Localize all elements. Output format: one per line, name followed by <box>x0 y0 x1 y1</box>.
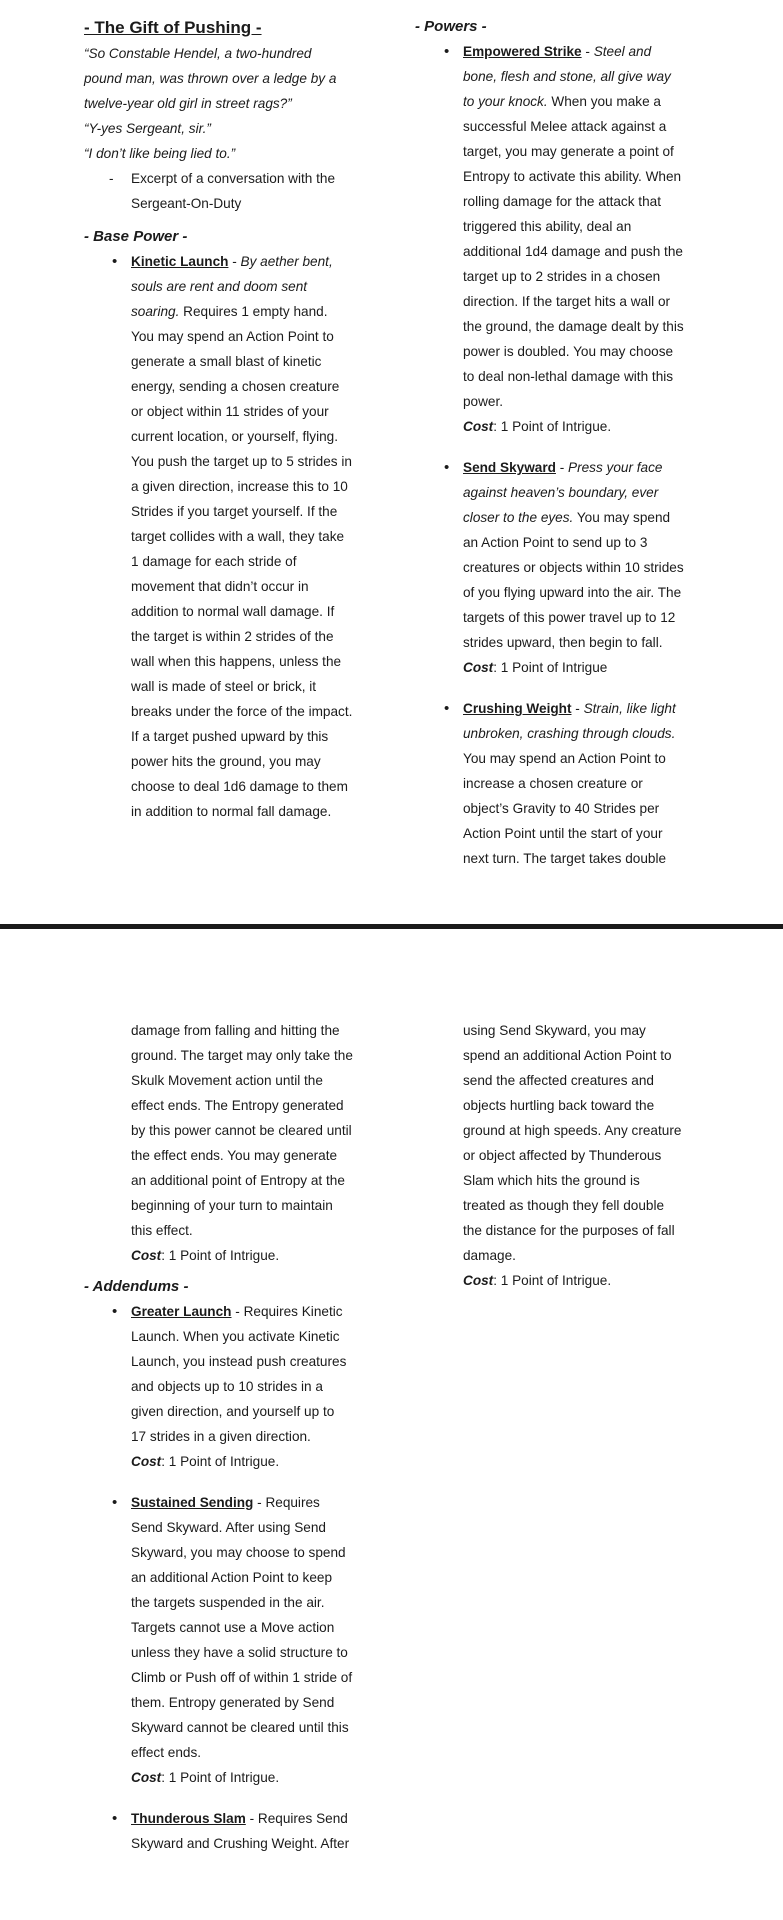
addendums-heading: - Addendums - <box>84 1278 189 1295</box>
body-line: this effect. <box>131 1223 193 1238</box>
rules-text: You may spend an Action Point to <box>131 329 334 344</box>
body-line <box>463 239 725 264</box>
body-line: Climb or Push off of within 1 stride of <box>131 1670 353 1685</box>
body-line <box>131 624 384 649</box>
cost-label: Cost <box>463 660 494 675</box>
requirement-text: - Requires Send <box>245 1811 348 1826</box>
body-line: Send Skyward. After using Send <box>131 1520 326 1535</box>
rules-text: generate a small blast of kinetic <box>131 354 322 369</box>
body-line <box>131 599 384 624</box>
empowered-strike-body <box>463 64 725 414</box>
body-line <box>131 324 384 349</box>
body-line <box>463 796 725 821</box>
right-column <box>463 1018 763 1293</box>
rules-text: increase a chosen creature or <box>463 776 643 791</box>
body-line: objects hurtling back toward the <box>463 1098 655 1113</box>
body-line <box>463 214 725 239</box>
body-line: ground at high speeds. Any creature <box>463 1123 682 1138</box>
rules-text: 1 damage for each stride of <box>131 554 297 569</box>
body-line <box>463 114 725 139</box>
rules-text: Strides if you target yourself. If the <box>131 504 338 519</box>
thunderous-slam-continued <box>463 1018 763 1293</box>
cost-label: Cost <box>463 1273 494 1288</box>
bullet-marker: • <box>112 1810 118 1827</box>
rules-text: in addition to normal fall damage. <box>131 804 332 819</box>
body-line: 17 strides in a given direction. <box>131 1429 311 1444</box>
body-line <box>131 574 384 599</box>
base-power-heading: - Base Power - <box>84 228 188 245</box>
rules-text: next turn. The target takes double <box>463 851 667 866</box>
rules-text: to deal non-lethal damage with this <box>463 369 674 384</box>
bullet-marker: • <box>444 43 450 60</box>
body-line: Skyward cannot be cleared until this <box>131 1720 349 1735</box>
body-line: by this power cannot be cleared until <box>131 1123 352 1138</box>
body-line <box>463 314 725 339</box>
body-line <box>463 389 725 414</box>
body-line <box>463 580 725 605</box>
body-line <box>131 374 384 399</box>
flavor-text: Steel and <box>593 44 652 59</box>
body-line <box>131 449 384 474</box>
rules-text: Requires 1 empty hand. <box>179 304 328 319</box>
body-line <box>463 189 725 214</box>
body-line <box>463 139 725 164</box>
body-line <box>463 339 725 364</box>
rules-text: target, you may generate a point of <box>463 144 674 159</box>
body-line <box>131 674 384 699</box>
cost-value: : 1 Point of Intrigue. <box>161 1454 280 1469</box>
body-line <box>463 746 725 771</box>
quote-line: “So Constable Hendel, a two-hundred <box>84 46 312 61</box>
rules-text: of you flying upward into the air. The <box>463 585 682 600</box>
rules-text: current location, or yourself, flying. <box>131 429 339 444</box>
cost-label: Cost <box>463 419 494 434</box>
body-line: or object affected by Thunderous <box>463 1148 662 1163</box>
flavor-text: unbroken, crashing through clouds. <box>463 726 676 741</box>
body-line: using Send Skyward, you may <box>463 1023 646 1038</box>
requirement-text: - Requires Kinetic <box>231 1304 343 1319</box>
flavor-text: Strain, like light <box>583 701 676 716</box>
send-skyward-body <box>463 480 725 655</box>
body-line: damage from falling and hitting the <box>131 1023 340 1038</box>
bullet-marker: • <box>444 700 450 717</box>
body-line <box>131 399 384 424</box>
kinetic-launch-entry <box>112 249 384 824</box>
body-line: an additional Action Point to keep <box>131 1570 333 1585</box>
body-line <box>463 505 725 530</box>
rules-text: target up to 2 strides in a chosen <box>463 269 661 284</box>
rules-text: power is doubled. You may choose <box>463 344 674 359</box>
quote-line: twelve-year old girl in street rags?” <box>84 96 292 111</box>
body-line <box>463 821 725 846</box>
body-line <box>463 89 725 114</box>
body-line <box>463 630 725 655</box>
body-line: send the affected creatures and <box>463 1073 654 1088</box>
rules-text: energy, sending a chosen creature <box>131 379 340 394</box>
quote-line: pound man, was thrown over a ledge by a <box>84 71 337 86</box>
sustained-sending-entry <box>112 1490 394 1790</box>
cost-value: : 1 Point of Intrigue. <box>493 419 612 434</box>
rules-text: wall when this happens, unless the <box>131 654 342 669</box>
sustained-sending-cost <box>131 1765 394 1790</box>
rules-text: breaks under the force of the impact. <box>131 704 353 719</box>
body-line: treated as though they fell double <box>463 1198 665 1213</box>
separator-dash: - <box>581 44 594 59</box>
body-line <box>463 164 725 189</box>
body-line: an additional point of Entropy at the <box>131 1173 345 1188</box>
body-line <box>131 724 384 749</box>
rules-text: You may spend <box>573 510 671 525</box>
rules-text: successful Melee attack against a <box>463 119 667 134</box>
body-line: the targets suspended in the air. <box>131 1595 325 1610</box>
quote-line: “I don’t like being lied to.” <box>84 146 236 161</box>
left-column <box>84 1018 394 1856</box>
bullet-marker: • <box>444 459 450 476</box>
body-line <box>131 424 384 449</box>
body-line <box>131 549 384 574</box>
power-name-crushing-weight: Crushing Weight <box>463 701 572 716</box>
rules-text: You push the target up to 5 strides in <box>131 454 352 469</box>
document-page-2 <box>0 932 783 1920</box>
cost-label: Cost <box>131 1454 162 1469</box>
body-line: Targets cannot use a Move action <box>131 1620 335 1635</box>
rules-text: power hits the ground, you may <box>131 754 321 769</box>
attribution-line: Excerpt of a conversation with the <box>131 171 336 186</box>
body-line: unless they have a solid structure to <box>131 1645 348 1660</box>
body-line <box>463 530 725 555</box>
body-line: Launch, you instead push creatures <box>131 1354 347 1369</box>
flavor-text: souls are rent and doom sent <box>131 279 308 294</box>
rules-text: rolling damage for the attack that <box>463 194 661 209</box>
separator-dash: - <box>228 254 241 269</box>
document-title: - The Gift of Pushing - <box>84 18 262 37</box>
body-line <box>463 289 725 314</box>
body-line <box>131 699 384 724</box>
separator-dash: - <box>571 701 584 716</box>
requirement-text: - Requires <box>253 1495 320 1510</box>
addendum-name-greater-launch: Greater Launch <box>131 1304 232 1319</box>
body-line <box>131 299 384 324</box>
flavor-text: against heaven’s boundary, ever <box>463 485 659 500</box>
body-line: and objects up to 10 strides in a <box>131 1379 323 1394</box>
body-line <box>463 480 725 505</box>
empowered-strike-entry <box>444 39 725 439</box>
body-line: them. Entropy generated by Send <box>131 1695 335 1710</box>
rules-text: If a target pushed upward by this <box>131 729 329 744</box>
page-divider <box>0 924 783 929</box>
send-skyward-cost <box>463 655 725 680</box>
flavor-text: bone, flesh and stone, all give way <box>463 69 671 84</box>
rules-text: triggered this ability, deal an <box>463 219 632 234</box>
body-line: beginning of your turn to maintain <box>131 1198 333 1213</box>
crushing-weight-entry <box>444 696 725 871</box>
empowered-strike-cost <box>463 414 725 439</box>
rules-text: addition to normal wall damage. If <box>131 604 335 619</box>
bullet-marker: • <box>112 1494 118 1511</box>
rules-text: creatures or objects within 10 strides <box>463 560 684 575</box>
body-line <box>463 846 725 871</box>
rules-text: strides upward, then begin to fall. <box>463 635 663 650</box>
body-line: given direction, and yourself up to <box>131 1404 335 1419</box>
flavor-text: soaring. <box>131 304 180 319</box>
rules-text: You may spend an Action Point to <box>463 751 666 766</box>
rules-text: targets of this power travel up to 12 <box>463 610 676 625</box>
greater-launch-cost <box>131 1449 394 1474</box>
body-line: Slam which hits the ground is <box>463 1173 640 1188</box>
rules-text: direction. If the target hits a wall or <box>463 294 671 309</box>
cost-value: : 1 Point of Intrigue. <box>493 1273 612 1288</box>
cost-label: Cost <box>131 1248 162 1263</box>
rules-text: wall is made of steel or brick, it <box>131 679 317 694</box>
kinetic-launch-body <box>131 274 384 824</box>
body-line <box>463 555 725 580</box>
rules-text: power. <box>463 394 504 409</box>
body-line: Skyward, you may choose to spend <box>131 1545 346 1560</box>
left-column <box>84 14 384 824</box>
rules-text: movement that didn’t occur in <box>131 579 309 594</box>
bullet-marker: • <box>112 1303 118 1320</box>
thunderous-slam-entry <box>112 1806 394 1856</box>
right-column <box>415 14 725 871</box>
body-line <box>131 799 384 824</box>
document-page-1 <box>0 0 783 920</box>
bullet-marker: • <box>112 253 118 270</box>
body-line <box>463 364 725 389</box>
cost-value: : 1 Point of Intrigue <box>493 660 608 675</box>
crushing-weight-continued <box>131 1018 394 1268</box>
body-line: damage. <box>463 1248 516 1263</box>
body-line: Launch. When you activate Kinetic <box>131 1329 340 1344</box>
body-line <box>131 649 384 674</box>
body-line: ground. The target may only take the <box>131 1048 353 1063</box>
attribution-line: Sergeant-On-Duty <box>131 196 242 211</box>
flavor-text: Press your face <box>568 460 663 475</box>
cost-value: : 1 Point of Intrigue. <box>161 1770 280 1785</box>
power-name-send-skyward: Send Skyward <box>463 460 556 475</box>
send-skyward-entry <box>444 455 725 680</box>
addendum-name-thunderous-slam: Thunderous Slam <box>131 1811 246 1826</box>
addendum-name-sustained-sending: Sustained Sending <box>131 1495 254 1510</box>
rules-text: When you make a <box>547 94 661 109</box>
body-line <box>463 264 725 289</box>
dash-marker: - <box>109 171 114 186</box>
body-line: the distance for the purposes of fall <box>463 1223 675 1238</box>
rules-text: Entropy to activate this ability. When <box>463 169 682 184</box>
flavor-text: closer to the eyes. <box>463 510 574 525</box>
power-name-empowered-strike: Empowered Strike <box>463 44 582 59</box>
cost-label: Cost <box>131 1770 162 1785</box>
body-line <box>131 274 384 299</box>
body-line: Skulk Movement action until the <box>131 1073 323 1088</box>
body-line: the effect ends. You may generate <box>131 1148 338 1163</box>
body-line <box>463 771 725 796</box>
body-line: effect ends. <box>131 1745 202 1760</box>
rules-text: object’s Gravity to 40 Strides per <box>463 801 660 816</box>
crushing-weight-body <box>463 721 725 871</box>
rules-text: target collides with a wall, they take <box>131 529 345 544</box>
body-line <box>131 499 384 524</box>
greater-launch-entry <box>112 1299 394 1474</box>
body-line <box>131 774 384 799</box>
body-line: spend an additional Action Point to <box>463 1048 672 1063</box>
separator-dash: - <box>555 460 569 475</box>
flavor-text: to your knock. <box>463 94 548 109</box>
quote-line: “Y-yes Sergeant, sir.” <box>84 121 211 136</box>
body-line <box>463 64 725 89</box>
body-line <box>131 349 384 374</box>
body-line <box>131 524 384 549</box>
power-name-kinetic-launch: Kinetic Launch <box>131 254 229 269</box>
rules-text: Action Point until the start of your <box>463 826 663 841</box>
body-line <box>131 474 384 499</box>
thunderous-slam-cost <box>463 1268 763 1293</box>
body-line <box>463 721 725 746</box>
crushing-weight-cost <box>131 1243 394 1268</box>
rules-text: additional 1d4 damage and push the <box>463 244 683 259</box>
quote-attribution <box>109 166 384 216</box>
rules-text: a given direction, increase this to 10 <box>131 479 348 494</box>
body-line <box>463 605 725 630</box>
body-line: Skyward and Crushing Weight. After <box>131 1836 350 1851</box>
rules-text: choose to deal 1d6 damage to them <box>131 779 348 794</box>
rules-text: or object within 11 strides of your <box>131 404 329 419</box>
body-line: effect ends. The Entropy generated <box>131 1098 344 1113</box>
body-line <box>131 749 384 774</box>
cost-value: : 1 Point of Intrigue. <box>161 1248 280 1263</box>
flavor-text: By aether bent, <box>240 254 333 269</box>
rules-text: the target is within 2 strides of the <box>131 629 334 644</box>
rules-text: the ground, the damage dealt by this <box>463 319 684 334</box>
rules-text: an Action Point to send up to 3 <box>463 535 648 550</box>
powers-heading: - Powers - <box>415 18 487 35</box>
